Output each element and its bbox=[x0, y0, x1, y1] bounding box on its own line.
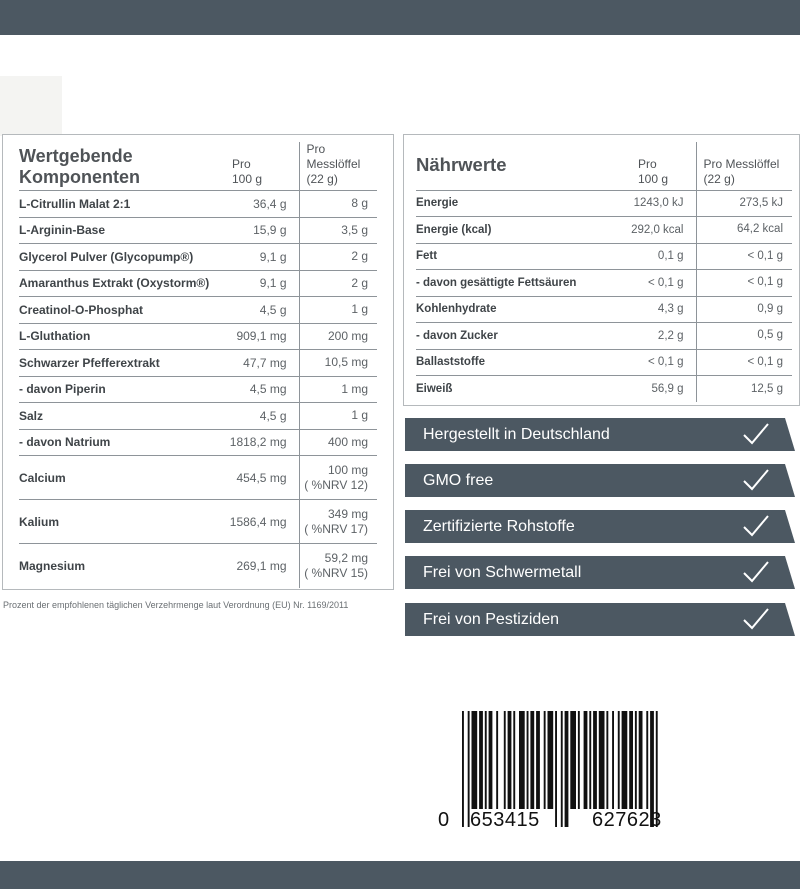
table-row bbox=[19, 500, 377, 544]
barcode-bar bbox=[618, 711, 620, 809]
ingredient-name: - davon Piperin bbox=[19, 376, 229, 403]
nutrient-name: Eiweiß bbox=[416, 383, 453, 395]
per-scoop-value: 1 g bbox=[299, 297, 377, 324]
checkmark-icon bbox=[741, 467, 771, 493]
table-row bbox=[19, 376, 377, 403]
per-100g-value: 909,1 mg bbox=[229, 323, 299, 350]
per-100g-value: 454,5 mg bbox=[229, 456, 299, 500]
table-row bbox=[19, 323, 377, 350]
ingredient-name: Glycerol Pulver (Glycopump®) bbox=[19, 244, 229, 271]
feature-badge bbox=[405, 603, 795, 636]
nutrition-title: Nährwerte bbox=[416, 142, 612, 190]
per-scoop-value: < 0,1 g bbox=[696, 270, 792, 297]
per-scoop-value: 8 g bbox=[299, 191, 377, 218]
table-row bbox=[19, 350, 377, 377]
per-scoop-value: 1 g bbox=[299, 403, 377, 430]
per-100g-header: Pro 100 g bbox=[229, 142, 299, 191]
barcode-bar bbox=[489, 711, 493, 809]
barcode-bar bbox=[536, 711, 540, 809]
per-scoop-header: Pro Messlöffel (22 g) bbox=[299, 142, 377, 191]
per-100g-value: 1243,0 kJ bbox=[612, 190, 696, 217]
per-100g-value: 36,4 g bbox=[229, 191, 299, 218]
per-100g-value: 0,1 g bbox=[612, 243, 696, 270]
per-scoop-value: 1 mg bbox=[299, 376, 377, 403]
barcode-bar bbox=[485, 711, 487, 809]
top-band bbox=[0, 0, 800, 35]
ingredient-name: L-Gluthation bbox=[19, 323, 229, 350]
checkmark-icon bbox=[741, 421, 771, 447]
barcode-bar bbox=[565, 711, 569, 827]
barcode-bar bbox=[589, 711, 591, 809]
ingredient-name: Creatinol-O-Phosphat bbox=[19, 297, 229, 324]
feature-badge bbox=[405, 510, 795, 543]
ingredient-name: Amaranthus Extrakt (Oxystorm®) bbox=[19, 270, 229, 297]
per-scoop-value: 2 g bbox=[299, 270, 377, 297]
per-scoop-value: 59,2 mg ( %NRV 15) bbox=[299, 544, 377, 588]
components-table bbox=[19, 142, 377, 588]
table-row bbox=[19, 244, 377, 271]
per-100g-header: Pro 100 g bbox=[612, 142, 696, 190]
table-row bbox=[19, 544, 377, 588]
bottom-band bbox=[0, 861, 800, 889]
ingredient-name: Salz bbox=[19, 403, 229, 430]
table-row bbox=[416, 349, 792, 376]
barcode-bar bbox=[561, 711, 563, 827]
barcode-bar bbox=[504, 711, 506, 809]
table-row bbox=[416, 296, 792, 323]
table-row bbox=[416, 270, 792, 297]
per-100g-value: 15,9 g bbox=[229, 217, 299, 244]
per-scoop-value: < 0,1 g bbox=[696, 243, 792, 270]
table-row bbox=[19, 403, 377, 430]
per-scoop-value: 400 mg bbox=[299, 429, 377, 456]
per-100g-value: < 0,1 g bbox=[612, 349, 696, 376]
per-100g-value: 292,0 kcal bbox=[612, 217, 696, 244]
table-row bbox=[19, 429, 377, 456]
per-scoop-value: 3,5 g bbox=[299, 217, 377, 244]
barcode-bar bbox=[629, 711, 633, 809]
per-scoop-value: 273,5 kJ bbox=[696, 190, 792, 217]
per-100g-value: 4,5 mg bbox=[229, 376, 299, 403]
ingredient-name: - davon Natrium bbox=[19, 429, 229, 456]
barcode-bar bbox=[570, 711, 576, 809]
per-scoop-value: 0,9 g bbox=[696, 296, 792, 323]
per-100g-value: 4,5 g bbox=[229, 403, 299, 430]
table-row bbox=[19, 217, 377, 244]
per-scoop-value: 12,5 g bbox=[696, 376, 792, 403]
ingredient-name: Calcium bbox=[19, 456, 229, 500]
table-row bbox=[416, 190, 792, 217]
ingredient-name: L-Citrullin Malat 2:1 bbox=[19, 191, 229, 218]
barcode-first-digit: 0 bbox=[438, 809, 450, 831]
per-100g-value: 4,3 g bbox=[612, 296, 696, 323]
barcode-bar bbox=[496, 711, 498, 809]
barcode-bar bbox=[530, 711, 534, 809]
table-row bbox=[416, 243, 792, 270]
table-row bbox=[19, 456, 377, 500]
table-row bbox=[416, 217, 792, 244]
per-scoop-header: Pro Messlöffel (22 g) bbox=[696, 142, 792, 190]
barcode-bar bbox=[508, 711, 512, 809]
badge-label: Frei von Schwermetall bbox=[423, 564, 582, 581]
barcode-bar bbox=[622, 711, 628, 809]
nutrient-name: Energie (kcal) bbox=[416, 217, 612, 244]
checkmark-icon bbox=[741, 606, 771, 632]
per-100g-value: 9,1 g bbox=[229, 270, 299, 297]
table-row bbox=[19, 270, 377, 297]
barcode-bar bbox=[548, 711, 554, 809]
barcode-bar bbox=[544, 711, 546, 809]
per-100g-value: 1818,2 mg bbox=[229, 429, 299, 456]
table-row bbox=[416, 323, 792, 350]
badge-label: Hergestellt in Deutschland bbox=[423, 426, 610, 443]
barcode-left-digits: 653415 bbox=[470, 809, 540, 831]
barcode-bar bbox=[584, 711, 588, 809]
components-panel bbox=[2, 134, 394, 590]
barcode-bar bbox=[472, 711, 478, 809]
per-scoop-value: 64,2 kcal bbox=[696, 217, 792, 244]
nutrient-name: Fett bbox=[416, 243, 612, 270]
per-scoop-value: 349 mg ( %NRV 17) bbox=[299, 500, 377, 544]
nutrition-table bbox=[416, 142, 792, 402]
feature-badge bbox=[405, 418, 795, 451]
nutrient-name: Ballaststoffe bbox=[416, 349, 612, 376]
barcode-bar bbox=[646, 711, 648, 809]
barcode-bar bbox=[519, 711, 525, 809]
table-row bbox=[19, 297, 377, 324]
nutrient-name: - davon Zucker bbox=[416, 323, 612, 350]
barcode-bar bbox=[593, 711, 597, 809]
per-scoop-value: < 0,1 g bbox=[696, 349, 792, 376]
nutrient-name: - davon gesättigte Fettsäuren bbox=[416, 270, 612, 297]
barcode-bar bbox=[599, 711, 605, 809]
barcode-bar bbox=[578, 711, 580, 809]
per-100g-value: 2,2 g bbox=[612, 323, 696, 350]
ingredient-name: L-Arginin-Base bbox=[19, 217, 229, 244]
barcode-bar bbox=[639, 711, 643, 809]
ingredient-name: Kalium bbox=[19, 500, 229, 544]
nutrient-name: Kohlenhydrate bbox=[416, 296, 612, 323]
per-scoop-value: 0,5 g bbox=[696, 323, 792, 350]
per-100g-value: 47,7 mg bbox=[229, 350, 299, 377]
background-shape bbox=[0, 76, 62, 136]
checkmark-icon bbox=[741, 513, 771, 539]
checkmark-icon bbox=[741, 559, 771, 585]
table-row bbox=[416, 376, 792, 403]
feature-badge bbox=[405, 556, 795, 589]
per-scoop-value: 200 mg bbox=[299, 323, 377, 350]
nutrient-name: Energie bbox=[416, 190, 612, 217]
barcode bbox=[438, 709, 708, 839]
barcode-bar bbox=[612, 711, 614, 809]
barcode-bar bbox=[462, 711, 464, 827]
barcode-right-digits: 627623 bbox=[592, 809, 662, 831]
per-100g-value: 269,1 mg bbox=[236, 558, 287, 573]
feature-badge bbox=[405, 464, 795, 497]
per-scoop-value: 2 g bbox=[299, 244, 377, 271]
barcode-bar bbox=[479, 711, 483, 809]
badge-label: Frei von Pestiziden bbox=[423, 611, 560, 628]
per-100g-value: 4,5 g bbox=[229, 297, 299, 324]
per-100g-value: < 0,1 g bbox=[612, 270, 696, 297]
components-title: Wertgebende Komponenten bbox=[19, 142, 229, 191]
per-100g-value: 1586,4 mg bbox=[229, 500, 299, 544]
table-row bbox=[19, 191, 377, 218]
nrv-footnote: Prozent der empfohlenen täglichen Verzehrmenge laut Verordnung (EU) Nr. 1169/2011 bbox=[3, 600, 349, 610]
nutrition-panel bbox=[403, 134, 800, 406]
per-100g-value: 56,9 g bbox=[651, 383, 684, 395]
barcode-bar bbox=[635, 711, 637, 809]
badge-label: Zertifizierte Rohstoffe bbox=[423, 518, 575, 535]
ingredient-name: Magnesium bbox=[19, 558, 86, 573]
barcode-bar bbox=[606, 711, 608, 809]
ingredient-name: Schwarzer Pfefferextrakt bbox=[19, 350, 229, 377]
barcode-bar bbox=[555, 711, 557, 827]
badge-label: GMO free bbox=[423, 472, 494, 489]
barcode-bar bbox=[527, 711, 529, 809]
per-scoop-value: 10,5 mg bbox=[299, 350, 377, 377]
per-scoop-value: 100 mg ( %NRV 12) bbox=[299, 456, 377, 500]
per-100g-value: 9,1 g bbox=[229, 244, 299, 271]
barcode-bar bbox=[513, 711, 515, 809]
